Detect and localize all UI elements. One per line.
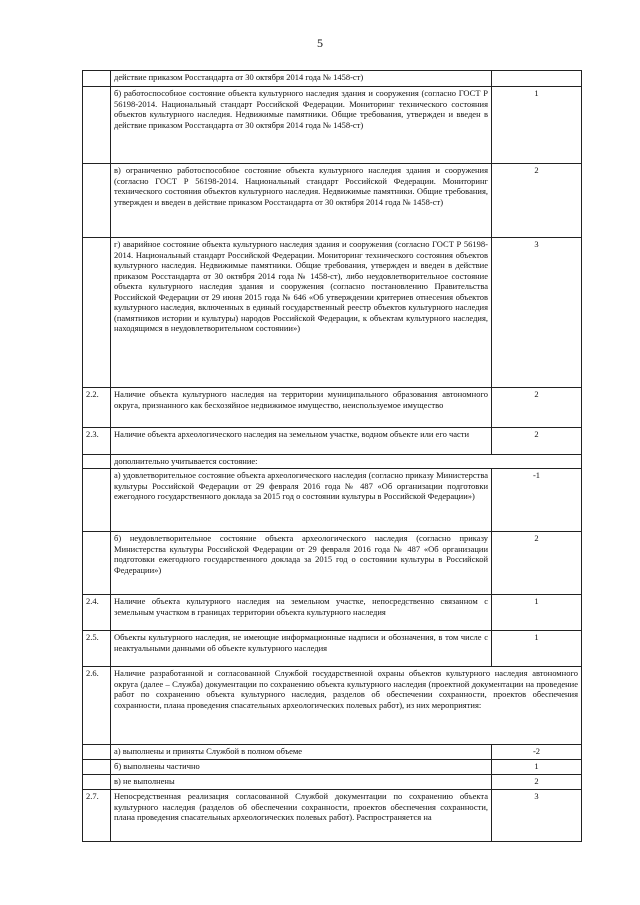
row-number — [83, 87, 111, 164]
row-number: 2.3. — [83, 428, 111, 455]
table-row — [83, 469, 582, 532]
table-row — [83, 428, 582, 455]
row-text: Наличие объекта культурного наследия на земельном участке, непосредственно связанном с земельным участком в границах территории объекта культурного наследия — [111, 595, 492, 631]
row-text: б) выполнены частично — [111, 760, 492, 775]
row-score: 3 — [492, 790, 582, 842]
table-row — [83, 775, 582, 790]
table-row — [83, 164, 582, 238]
row-text: Наличие объекта археологического наследия на земельном участке, водном объекте или его части — [111, 428, 492, 455]
row-text: б) работоспособное состояние объекта культурного наследия здания и сооружения (согласно ГОСТ Р 56198-2014. Национальный стандарт Российской Федерации. Мониторинг технического состояния объектов культурного наследия. Недвижимые памятники. Общие требования, утвержден и введен в действие приказом Росстандарта от 30 октября 2014 года № 1458-ст) — [111, 87, 492, 164]
row-number — [83, 532, 111, 595]
row-number — [83, 455, 111, 469]
row-score: 2 — [492, 532, 582, 595]
page-number: 5 — [317, 36, 323, 50]
row-score: 1 — [492, 760, 582, 775]
row-text: а) удовлетворительное состояние объекта археологического наследия (согласно приказу Министерства культуры Российской Федерации от 29 февраля 2016 года № 487 «Об организации подготовки ежегодного государственного доклада за 2015 год о состоянии культуры в Российской Федерации») — [111, 469, 492, 532]
table-row — [83, 238, 582, 388]
row-number: 2.2. — [83, 388, 111, 428]
row-score: 1 — [492, 87, 582, 164]
row-number: 2.5. — [83, 631, 111, 667]
row-number — [83, 238, 111, 388]
row-score: 2 — [492, 775, 582, 790]
row-text: в) ограниченно работоспособное состояние объекта культурного наследия здания и сооружения (согласно ГОСТ Р 56198-2014. Национальный стандарт Российской Федерации. Мониторинг технического состояния объектов культурного наследия. Недвижимые памятники. Общие требования, утвержден и введен в действие приказом Росстандарта от 30 октября 2014 года № 1458-ст) — [111, 164, 492, 238]
row-score: -2 — [492, 745, 582, 760]
row-number — [83, 745, 111, 760]
row-text: в) не выполнены — [111, 775, 492, 790]
row-score — [492, 71, 582, 87]
row-number: 2.4. — [83, 595, 111, 631]
table-row — [83, 595, 582, 631]
row-text: б) неудовлетворительное состояние объекта археологического наследия (согласно приказу Министерства культуры Российской Федерации от 29 февраля 2016 года № 487 «Об организации подготовки ежегодного государственного доклада за 2015 год о состоянии культуры в Российской Федерации») — [111, 532, 492, 595]
row-text: Объекты культурного наследия, не имеющие информационные надписи и обозначения, в том числе с неактуальными данными об объекте культурного наследия — [111, 631, 492, 667]
table-row — [83, 87, 582, 164]
row-score: 2 — [492, 388, 582, 428]
row-number: 2.6. — [83, 667, 111, 745]
row-text: Наличие разработанной и согласованной Службой государственной охраны объектов культурного наследия автономного округа (далее – Служба) документации по сохранению объекта культурного наследия (проектной документации на проведение работ по сохранению объекта культурного наследия, разделов об обеспечении сохранности, проектов обеспечения сохранности, плана проведения спасательных археологических полевых работ), из них мероприятия: — [111, 667, 582, 745]
row-number — [83, 71, 111, 87]
table-row — [83, 760, 582, 775]
row-score: 3 — [492, 238, 582, 388]
row-number — [83, 164, 111, 238]
table-row — [83, 455, 582, 469]
row-number — [83, 775, 111, 790]
table-row — [83, 667, 582, 745]
row-number — [83, 760, 111, 775]
row-number — [83, 469, 111, 532]
row-text: а) выполнены и приняты Службой в полном объеме — [111, 745, 492, 760]
row-text: действие приказом Росстандарта от 30 октября 2014 года № 1458-ст) — [111, 71, 492, 87]
criteria-table — [82, 70, 582, 842]
row-score: 1 — [492, 595, 582, 631]
row-text: Наличие объекта культурного наследия на территории муниципального образования автономного округа, признанного как бесхозяйное недвижимое имущество, неиспользуемое имущество — [111, 388, 492, 428]
row-number: 2.7. — [83, 790, 111, 842]
row-score: 2 — [492, 428, 582, 455]
table-row — [83, 631, 582, 667]
table-row — [83, 388, 582, 428]
table-row — [83, 71, 582, 87]
table-row — [83, 745, 582, 760]
row-text: г) аварийное состояние объекта культурного наследия здания и сооружения (согласно ГОСТ Р 56198-2014. Национальный стандарт Российской Федерации. Мониторинг технического состояния объектов культурного наследия. Недвижимые памятники. Общие требования, утвержден и введен в действие приказом Росстандарта от 30 октября 2014 года № 1458-ст), либо неудовлетворительное состояние объекта культурного наследия здания и сооружения (согласно постановлению Правительства Российской Федерации от 29 июня 2015 года № 646 «Об утверждении критериев отнесения объектов культурного наследия, включенных в единый государственный реестр объектов культурного наследия (памятников истории и культуры) народов Российской Федерации, к объектам культурного наследия, находящимся в неудовлетворительном состоянии») — [111, 238, 492, 388]
row-score: 2 — [492, 164, 582, 238]
row-score: -1 — [492, 469, 582, 532]
table-row — [83, 532, 582, 595]
table-row — [83, 790, 582, 842]
row-text: дополнительно учитывается состояние: — [111, 455, 582, 469]
row-text: Непосредственная реализация согласованной Службой документации по сохранению объекта культурного наследия (разделов об обеспечении сохранности, проектов обеспечения сохранности, плана проведения спасательных археологических полевых работ). Распространяется на — [111, 790, 492, 842]
row-score: 1 — [492, 631, 582, 667]
